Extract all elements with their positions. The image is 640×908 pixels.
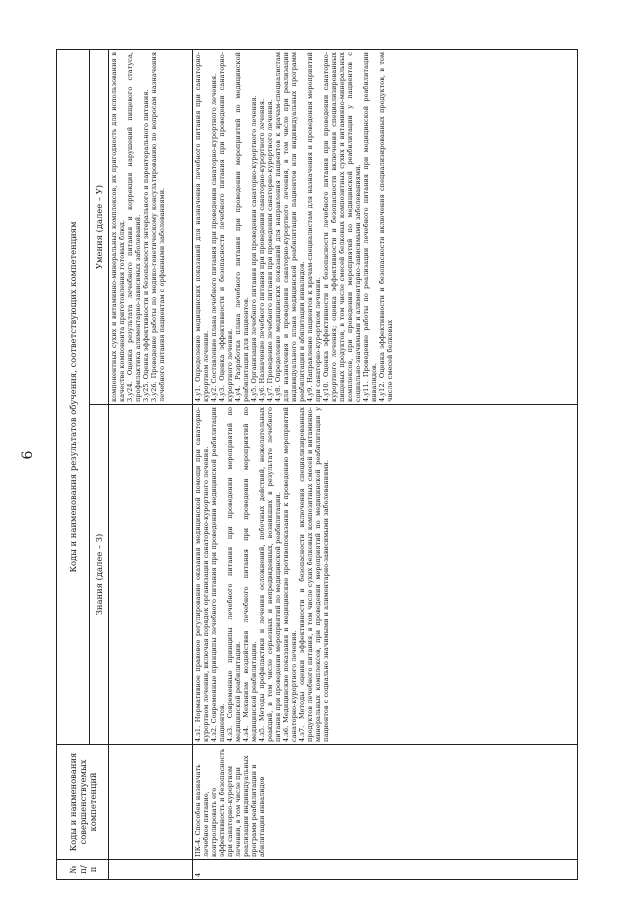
competency-cell: ПК-4. Способен назначать лечебное питание, контролировать его эффективность и безопасность при санаторно-курортном лечении, в том числе при реализации индивидуальных программ реабилитации и абилитации инвалидов xyxy=(193,745,578,860)
header-results: Коды и наименования результатов обучения, соответствующих компетенциям xyxy=(57,50,90,745)
skill-item: 4.у4. Разработка плана лечебного питания при проведении мероприятий по медицинской реабилитации для пациентов. xyxy=(234,52,250,402)
skill-item: 4.у2. Составление плана лечебного питания при проведении санаторно-курортного лечения. xyxy=(210,73,218,402)
competency-cell xyxy=(109,745,193,860)
skill-item: 4.у1. Определение медицинских показаний для назначения лечебного питания при санаторно-курортном лечении. xyxy=(194,52,210,402)
skill-item: 4.у8. Определение медицинских показаний для направления пациентов к врачам-специалистам для назначения и проведения санаторно-курортного лечения, в том числе при реализации индивидуального плана медицинской реабилитации пациентов или индивидуальных программ реабилитации и абилитации инвалидов. xyxy=(274,52,306,402)
knowledge-item: 4.з7. Методы оценки эффективности и безопасности включения специализированных продуктов лечебного питания, в том числе сухих белковых композитных смесей и витаминно-минеральных комплексов, при проведении мероприятий по медицинской реабилитации у пациентов с социально значимыми и алиментарно-зависимыми заболеваниями. xyxy=(298,407,330,742)
skill-item: 3.у24. Оценка результата лечебного питания и коррекция нарушений пищевого статуса, профилактика алиментарно-зависимых заболеваний. xyxy=(126,52,142,402)
skill-item: 4.у5. Организация лечебного питания при проведении санаторно-курортного лечения. xyxy=(250,95,258,402)
skill-item: 4.у6. Назначение лечебного питания при проведении санаторно-курортного лечения. xyxy=(258,98,266,402)
skill-item: 4.у11. Проведение работы по реализации лечебного питания при медицинской реабилитации инвалидов. xyxy=(362,52,378,402)
header-skills: Умения (далее – У) xyxy=(90,50,109,405)
skill-item: 3.у25. Оценка эффективности и безопасности энтерального и парентерального питания. xyxy=(142,89,150,402)
row-number: 4 xyxy=(193,860,578,880)
knowledge-item: 4.з2. Современные принципы лечебного питания при проведении медицинской реабилитации пациентов. xyxy=(210,407,226,742)
knowledge-cell xyxy=(109,405,193,745)
skill-item: 4.у10. Оценка эффективности и безопасности лечебного питания при проведении санаторно-курортного лечения; оценка эффективности и безопасности включения специализированных пищевых продуктов, в том числе смесей белковых композитных сухих и витаминно-минеральных комплексов, при проведении мероприятий по медицинской реабилитации у пациентов с социально-значимыми и алиментарно-зависимыми заболеваниями. xyxy=(322,52,362,402)
skills-cell xyxy=(109,50,193,405)
knowledge-item: 4.з3. Современные принципы лечебного питания при проведении мероприятий по медицинской реабилитации. xyxy=(226,407,242,742)
header-competency: Коды и наименования совершенствуемых компетенций xyxy=(57,745,109,860)
skills-cell xyxy=(193,50,578,405)
row-number xyxy=(109,860,193,880)
knowledge-item: 4.з5. Методы профилактики и лечения осложнений, побочных действий, нежелательных реакций, в том числе серьезных и непредвиденных, возникших в результате лечебного питания при проведении мероприятий по медицинской реабилитации. xyxy=(258,407,282,742)
competency-table xyxy=(56,49,578,880)
rotated-page xyxy=(20,30,620,880)
skill-item: 4.у3. Оценка эффективности и безопасности лечебного питания при проведении санаторно-курортного лечения. xyxy=(218,52,234,402)
knowledge-item: 4.з4. Механизм воздействия лечебного питания при проведении мероприятий по медицинской реабилитации. xyxy=(242,407,258,742)
table-row xyxy=(109,50,193,880)
knowledge-cell xyxy=(193,405,578,745)
skill-item: 4.у9. Направление пациентов к врачам-специалистам для назначения и проведения мероприятий при санаторно-курортном лечении. xyxy=(306,52,322,402)
skill-item: 3.у26. Проведение работы по медико-генетическому консультированию по вопросам назначения лечебного питания пациентам с орфанными заболеваниями. xyxy=(150,52,166,402)
knowledge-item: 4.з6. Медицинские показания и медицинские противопоказания к проведению мероприятий санаторно-курортного лечения. xyxy=(282,407,298,742)
page-number: 6 xyxy=(20,450,36,460)
table-row xyxy=(193,50,578,880)
knowledge-item: 4.з1. Нормативное правовое регулирование оказания медицинской помощи при санаторно-курортном лечении, включая порядок организации санаторно-курортного лечения. xyxy=(194,407,210,742)
header-knowledge: Знания (далее – З) xyxy=(90,405,109,745)
header-no: № п/п xyxy=(57,860,109,880)
skill-item: компонентных сухих и витаминно-минеральных комплексов, их пригодность для использования в качестве компонента приготовления готовых блюд. xyxy=(110,52,126,402)
skill-item: 4.у12. Оценка эффективности и безопасности включения специализированных продуктов, в том числе смесей белковых xyxy=(378,52,394,402)
skill-item: 4.у7. Проведение лечебного питания при проведении санаторно-курортного лечения. xyxy=(266,99,274,402)
